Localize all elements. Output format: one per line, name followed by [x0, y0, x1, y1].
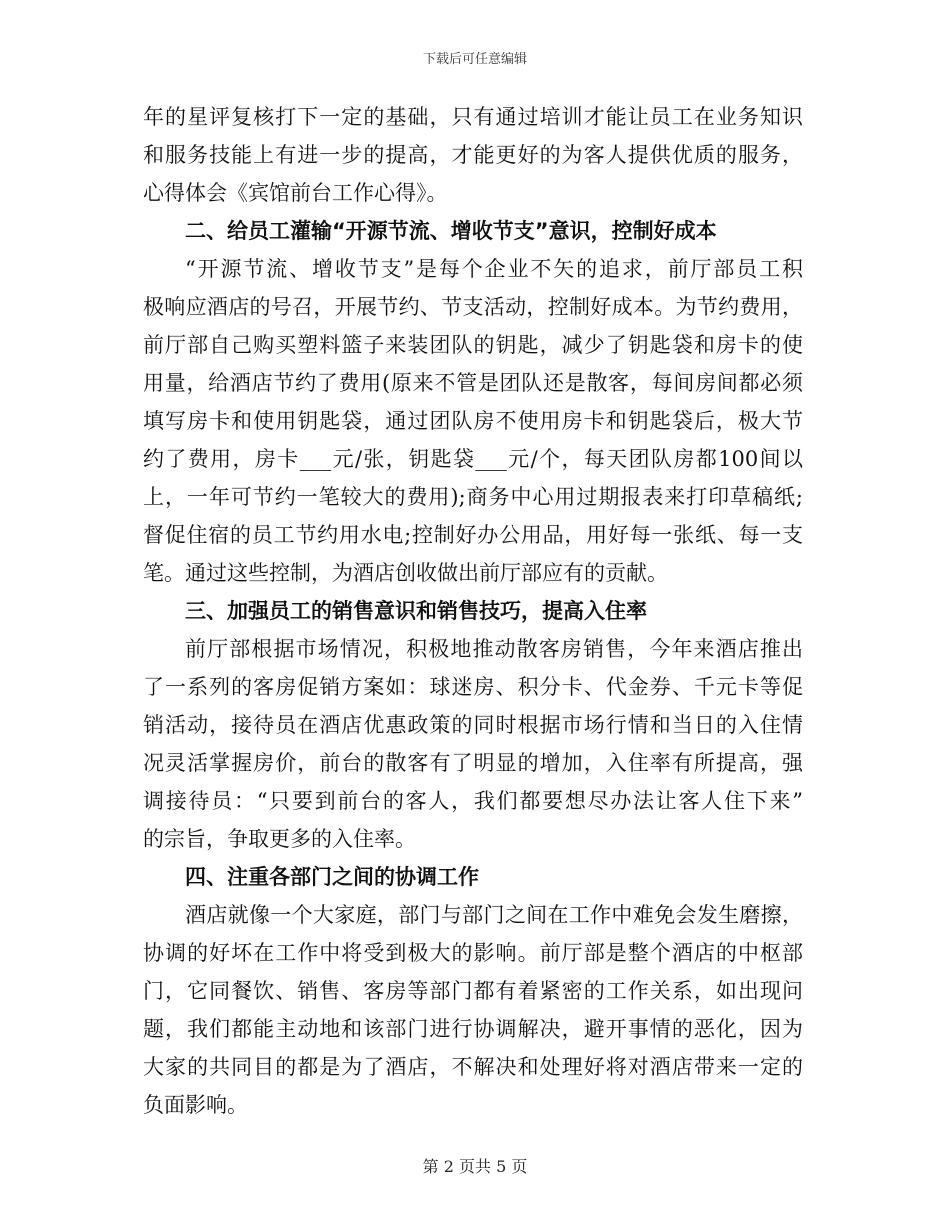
text-line: 协调的好坏在工作中将受到极大的影响。前厅部是整个酒店的中枢部 [143, 941, 803, 965]
text-line: 况灵活掌握房价，前台的散客有了明显的增加，入住率有所提高，强 [143, 751, 803, 775]
paragraph-cost-control [143, 250, 803, 592]
text-line: 负面影响。 [143, 1093, 248, 1117]
section-heading-cost-control: 二、给员工灌输“开源节流、增收节支”意识，控制好成本 [185, 219, 717, 243]
section-heading-sales: 三、加强员工的销售意识和销售技巧，提高入住率 [185, 599, 647, 623]
text-line: 心得体会《宾馆前台工作心得》。 [143, 181, 448, 205]
text-line: 调接待员：“只要到前台的客人，我们都要想尽办法让客人住下来” [143, 789, 803, 813]
text-line: 年的星评复核打下一定的基础，只有通过培训才能让员工在业务知识 [143, 105, 803, 129]
text-line: 极响应酒店的号召，开展节约、节支活动，控制好成本。为节约费用， [143, 295, 803, 319]
text-line: 前厅部自己购买塑料篮子来装团队的钥匙，减少了钥匙袋和房卡的使 [143, 333, 803, 357]
paragraph-continuation [143, 98, 803, 212]
document-body [143, 98, 803, 1124]
section-heading-coordination: 四、注重各部门之间的协调工作 [185, 865, 479, 889]
page-header-note: 下载后可任意编辑 [422, 52, 527, 67]
text-line: 酒店就像一个大家庭，部门与部门之间在工作中难免会发生磨擦， [185, 903, 803, 927]
text-line: 了一系列的客房促销方案如：球迷房、积分卡、代金券、千元卡等促 [143, 675, 803, 699]
text-line: 大家的共同目的都是为了酒店，不解决和处理好将对酒店带来一定的 [143, 1055, 803, 1079]
text-line: 销活动，接待员在酒店优惠政策的同时根据市场行情和当日的入住情 [143, 713, 803, 737]
text-line: “开源节流、增收节支”是每个企业不矢的追求，前厅部员工积 [185, 257, 803, 281]
text-line: 用量，给酒店节约了费用(原来不管是团队还是散客，每间房间都必须 [143, 371, 803, 395]
text-line: 督促住宿的员工节约用水电;控制好办公用品，用好每一张纸、每一支 [143, 523, 803, 547]
page-number: 第 2 页共 5 页 [422, 1157, 528, 1176]
paragraph-coordination [143, 896, 803, 1124]
text-line: 填写房卡和使用钥匙袋，通过团队房不使用房卡和钥匙袋后，极大节 [143, 409, 803, 433]
text-line: 笔。通过这些控制，为酒店创收做出前厅部应有的贡献。 [143, 561, 668, 585]
paragraph-sales [143, 630, 803, 858]
text-line: 的宗旨，争取更多的入住率。 [143, 827, 416, 851]
text-line: 和服务技能上有进一步的提高，才能更好的为客人提供优质的服务， [143, 143, 803, 167]
text-line: 题，我们都能主动地和该部门进行协调解决，避开事情的恶化，因为 [143, 1017, 803, 1041]
text-line: 约了费用，房卡___元/张，钥匙袋___元/个，每天团队房都100间以 [143, 447, 803, 471]
text-line: 上，一年可节约一笔较大的费用);商务中心用过期报表来打印草稿纸; [143, 485, 803, 509]
text-line: 前厅部根据市场情况，积极地推动散客房销售，今年来酒店推出 [185, 637, 803, 661]
text-line: 门，它同餐饮、销售、客房等部门都有着紧密的工作关系，如出现问 [143, 979, 803, 1003]
